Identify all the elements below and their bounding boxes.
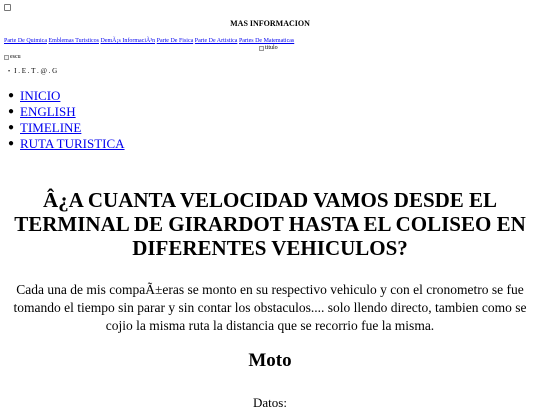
- escu-alt-text: escu: [10, 54, 21, 60]
- bullet-icon: ●: [8, 122, 15, 133]
- link-quimica[interactable]: Parte De Quimica: [4, 38, 47, 44]
- page-heading: Â¿A CUANTA VELOCIDAD VAMOS DESDE EL TERMINAL DE GIRARDOT HASTA EL COLISEO EN DIFERENTES VEHICULOS?: [14, 188, 526, 260]
- broken-image-icon: [259, 46, 264, 51]
- escu-image: [4, 54, 21, 60]
- menu-item-timeline: [8, 120, 125, 136]
- school-name-list: [8, 67, 57, 75]
- main-menu: [8, 88, 125, 152]
- menu-link-inicio[interactable]: INICIO: [20, 88, 61, 103]
- broken-image-icon: [4, 55, 9, 60]
- menu-link-timeline[interactable]: TIMELINE: [20, 120, 82, 135]
- intro-paragraph: Cada una de mis compaÃ±eras se monto en su respectivo vehiculo y con el cronometro se fue tomando el tiempo sin parar y sin contar los obstaculos.... solo llendo directo, tambien como se cojio la misma ruta la distancia que se recorrio fue la misma.: [13, 282, 527, 333]
- bullet-icon: ●: [8, 106, 15, 117]
- titulo-alt-text: titulo: [265, 45, 278, 51]
- checkbox[interactable]: [4, 4, 11, 11]
- link-matematicas[interactable]: Partes De Matematicas: [238, 38, 295, 44]
- datos-label: Datos:: [253, 395, 287, 410]
- menu-item-inicio: [8, 88, 125, 104]
- link-artistica[interactable]: Parte De Artistica: [194, 38, 238, 44]
- menu-link-english[interactable]: ENGLISH: [20, 104, 76, 119]
- top-nav-links: [4, 38, 540, 44]
- bullet-icon: ●: [8, 90, 15, 101]
- menu-item-english: [8, 104, 125, 120]
- section-title-moto: Moto: [248, 350, 292, 371]
- link-demas-informacion[interactable]: DemÃ¡s InformaciÃ³n: [100, 38, 156, 44]
- menu-item-ruta-turistica: [8, 136, 125, 152]
- mas-informacion-title: MAS INFORMACION: [230, 19, 310, 28]
- school-name: • I . E . T . @ . G: [8, 67, 57, 75]
- bullet-icon: ●: [8, 138, 15, 149]
- menu-link-ruta-turistica[interactable]: RUTA TURISTICA: [20, 136, 125, 151]
- link-emblemas-turisticos[interactable]: Emblemas Turisticos: [48, 38, 99, 44]
- titulo-image: [259, 45, 278, 51]
- link-fisica[interactable]: Parte De Fisica: [156, 38, 194, 44]
